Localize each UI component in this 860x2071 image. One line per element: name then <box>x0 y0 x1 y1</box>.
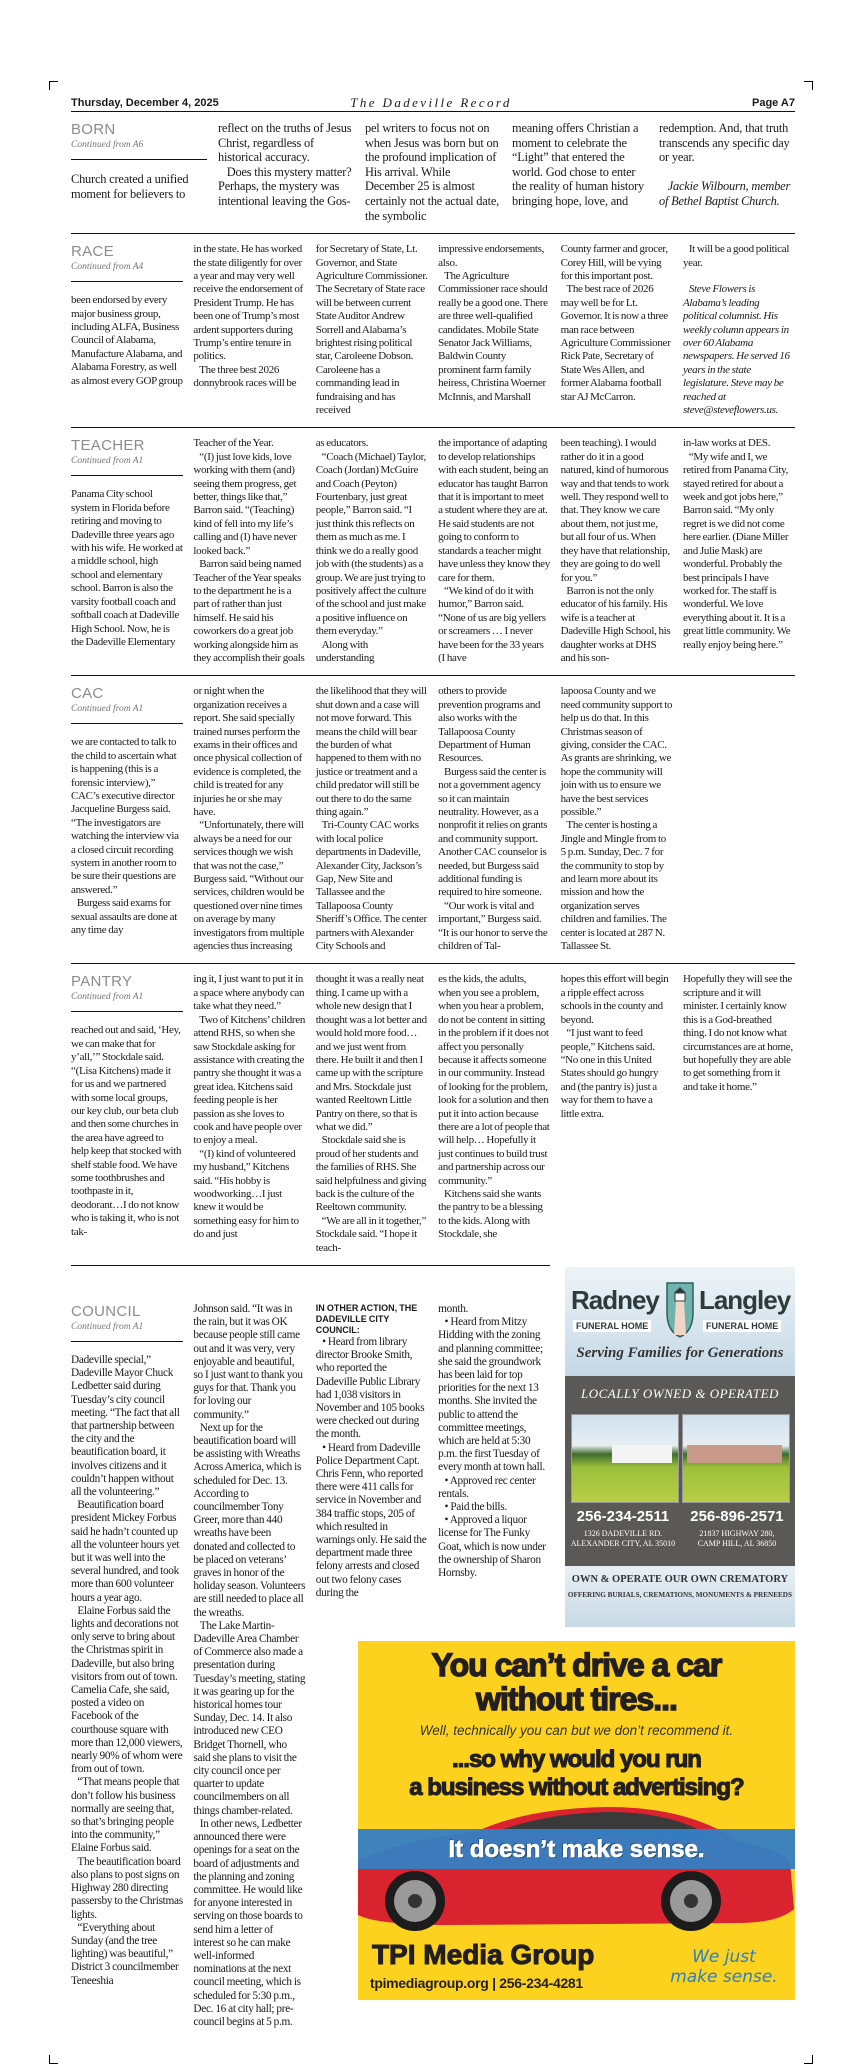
slogan-line: make sense. <box>670 1967 778 1988</box>
article-column: lapoosa County and we need community support to help us do that. In this Christmas season of giving, consider the CAC. As grants are shrinking, we hope the community will join with us to ensure we have the best services possible.” The center is hosting a Jingle and Mingle from to 5 p.m. Sunday, Dec. 7 for the community to stop by and learn more about its mission and how the organization serves children and families. The center is located at 287 N. Tallassee St. <box>560 685 673 953</box>
continued-from: Continued from A6 <box>71 140 144 150</box>
article-column <box>659 121 795 209</box>
funeral-home-ad[interactable] <box>565 1267 795 1627</box>
lighthouse-shield-icon <box>665 1279 695 1339</box>
brand-radney: Radney <box>570 1285 659 1315</box>
article-column: been teaching). I would rather do it in a good natured, kind of humorous way and that tends to work well. They respond well to that. They know we care about them, not just me, but all four of us. When they have that relationship, they are going to do well for you.” Barron is not the only educator of his family. His wife is a teacher at Dadeville High School, his daughter works at DHS and his son- <box>560 437 671 664</box>
crop-mark-bottom-left <box>49 2055 58 2064</box>
ad-question: ...so why would you run <box>451 1746 701 1774</box>
continued-from: Continued from A1 <box>71 704 144 715</box>
article-column: pel writers to focus not on when Jesus was born but on the profound implication of His arrival. While December 25 is almost certainly not the actual date, the symbolic <box>365 121 502 223</box>
article-column: impressive endorsements, also. The Agriculture Commissioner race should really be a good one. There are three well-qualified candidates. Mobile State Senator Jack Williams, Baldwin County prominent farm family heiress, Christina Woerner McInnis, and Marshall <box>438 243 548 403</box>
article-column: Johnson said. “It was in the rain, but it was OK because people still came out and it was very, very enjoyable and beautiful, so I just want to thank you guys for that. Thank you for loving our community.” Next up for the beautification board will be assisting with Wreaths Across America, which is scheduled for Dec. 13. According to councilmember Tony Greer, more than 440 wreaths have been donated and collected to be placed on veterans’ graves in honor of the holiday season. Volunteers are still needed to place all the wreaths. The Lake Martin-Dadeville Area Chamber of Commerce also made a presentation during Tuesday’s meeting, stating it was gearing up for the historical homes tour Sunday, Dec. 14. It also introduced new CEO Bridget Thornell, who said she plans to visit the city council once per quarter to update councilmembers on all things chamber-related. In other news, Ledbetter announced there were openings for a seat on the board of adjustments and the planning and zoning committee. He would like for anyone interested in serving on those boards to send him a letter of interest so he can make well-informed nominations at the next council meeting, which is scheduled for 5:30 p.m., Dec. 16 at city hall; pre-council begins at 5 p.m. <box>193 1302 306 2028</box>
band-text: It doesn’t make sense. <box>448 1836 705 1864</box>
article-text: • Heard from library director Brooke Smith, who reported the Dadeville Public Library had 1,038 visitors in November and 105 books were checked out during the month. • Heard from Dadeville Police Department Capt. Chris Fenn, who reported there were 411 calls for service in November and 384 traffic stops, 205 of which resulted in warnings only. He said the department made three felony arrests and closed out two felony cases during the <box>315 1335 427 1599</box>
author-bio: Steve Flowers is Alabama’s leading political columnist. His weekly column appears in over 60 Alabama newspapers. He served 16 years in the state legislature. Steve may be reached at steve@steveflowers.us. <box>682 283 792 417</box>
ad-subline: Well, technically you can but we don’t recommend it. <box>419 1723 734 1739</box>
article-born <box>71 112 795 234</box>
article-column: month. • Heard from Mitzy Hidding with the zoning and planning committee; she said the groundwork has been laid for top priorities for the next 13 months. She invited the public to attend the committee meetings, which are held at 5:30 p.m. the first Tuesday of every month at town hall. • Approved rec center rentals. • Paid the bills. • Approved a liquor license for The Funky Goat, which is now under the ownership of Sharon Hornsby. <box>438 1302 546 1580</box>
article-column: or night when the organization receives a report. She said specially trained nurses perform the exams in their offices and once physical collection of evidence is completed, the child is treated for any injuries he or she may have. “Unfortunately, there will always be a need for our services though we wish that was not the case,” Burgess said. “Without our services, children would be questioned over nine times on average by many investigators from multiple agencies thus increasing <box>193 685 305 953</box>
ad-headline: You can’t drive a car <box>431 1647 722 1684</box>
section-label: COUNCIL <box>71 1302 141 1320</box>
services-text: OFFERING BURIALS, CREMATIONS, MONUMENTS & PRENEEDS <box>567 1591 792 1599</box>
page-number: Page A7 <box>751 97 795 109</box>
tpi-contact-link[interactable]: tpimediagroup.org | 256-234-4281 <box>369 1975 583 1992</box>
article-cac <box>71 676 795 964</box>
article-column: for Secretary of State, Lt. Governor, and State Agriculture Commissioner. The Secretary of State race will be between current State Auditor Andrew Sorrell and Alabama’s brightest rising political star, Caroleene Dobson. Caroleene has a commanding lead in fundraising and has received <box>315 243 430 417</box>
author-bio: Jackie Wilbourn, member of Bethel Baptist Church. <box>659 179 793 208</box>
crop-mark-bottom-right <box>804 2055 813 2064</box>
building-photo <box>682 1414 790 1503</box>
article-column: Church created a unified moment for believers to <box>71 172 192 201</box>
article-column <box>683 243 795 417</box>
article-column <box>316 1293 428 1600</box>
address: 1326 DADEVILLE RD. ALEXANDER CITY, AL 35010 <box>570 1529 676 1548</box>
article-teacher <box>71 428 795 676</box>
section-label: BORN <box>71 121 116 138</box>
article-column: others to provide prevention programs and also works with the Tallapoosa County Department of Human Resources. Burgess said the center is not a government agency so it can maintain neutrality. However, as a nonprofit it relies on grants and community support. Another CAC counselor is needed, but Burgess said additional funding is required to hire someone. “Our work is vital and important,” Burgess said. “It is our honor to serve the children of Tal- <box>438 685 548 953</box>
funeral-home-label: FUNERAL HOME <box>703 1320 781 1332</box>
ad-question: a business without advertising? <box>409 1774 744 1802</box>
tpi-media-ad[interactable] <box>358 1641 795 2000</box>
phone-number: 256-896-2571 <box>690 1508 784 1525</box>
continued-from: Continued from A4 <box>71 262 144 273</box>
label-column <box>71 685 183 937</box>
section-label-block <box>71 973 183 1012</box>
article-column: the likelihood that they will shut down and a case will not move forward. This means the child will bear the burden of what happened to them with no justice or treatment and a child predator will still be out there to do the same thing again.” Tri-County CAC works with local police departments in Dadeville, Alexander City, Jackson’s Gap, New Site and Tallassee and the Tallapoosa County Sheriff’s Office. The center partners with Alexander City Schools and <box>315 685 427 953</box>
section-label-block <box>71 1303 183 1342</box>
article-column: Dadeville special,” Dadeville Mayor Chuck Ledbetter said during Tuesday’s city council meeting. “The fact that all that partnership between the city and the beautification board, it involves citizens and it couldn’t happen without all the volunteering.” Beautification board president Mickey Forbus said he hadn’t counted up all the volunteer hours yet but it was well into the several hundred, and took more than 600 volunteer hours a year ago. Elaine Forbus said the lights and decorations not only serve to bring about the Christmas spirit in Dadeville, but also bring visitors from out of town. Camelia Cafe, she said, posted a video on Facebook of the courthouse square with more than 12,000 viewers, nearly 90% of whom were from out of town. “That means people that don’t follow his business normally are seeing that, so that’s bringing people into the community,” Elaine Forbus said. The beautification board also plans to post signs on Highway 280 directing passersby to the Christmas lights. “Everything about Sunday (and the tree lighting) was beautiful,” District 3 councilmember Teneeshia <box>71 1353 183 1987</box>
article-column: hopes this effort will begin a ripple effect across schools in the county and beyond. “I just want to feed people,” Kitchens said. “No one in this United States should go hungry and (the pantry is) just a way for them to have a little extra. <box>560 973 669 1120</box>
page-header <box>71 94 795 112</box>
section-label: PANTRY <box>71 973 133 991</box>
ad-header <box>565 1267 795 1376</box>
page-content <box>71 0 795 2071</box>
article-column: the importance of adapting to develop relationships with each student, being an educator has taught Barron that it is important to meet a student where they are at. He said students are not going to conform to standards a teacher might have unless they know they care for them. “We kind of do it with humor,” Barron said. “None of us are big yellers or screamers … I never have been for the 33 years (I have <box>438 437 550 664</box>
phone-number: 256-234-2511 <box>576 1508 670 1525</box>
crematory-text: OWN & OPERATE OUR OWN CREMATORY <box>571 1574 789 1585</box>
article-column: as educators. “Coach (Michael) Taylor, Coach (Jordan) McGuire and Coach (Peyton) Fourtenbary, just great people,” Barron said. “I just think this reflects on them as much as me. I think we do a really good job with (the students) as a group. We are just trying to positively affect the culture of the school and just make a positive influence on them everyday.” Along with understanding <box>315 437 427 664</box>
section-label: TEACHER <box>71 437 145 455</box>
slogan-band <box>358 1829 795 1869</box>
locations-panel <box>565 1376 795 1566</box>
article-column: in-law works at DES. “My wife and I, we retired from Panama City, stayed retired for about a week and got jobs here,” Barron said. “My only regret is we did not come here earlier. (Diane Miller and Julie Mask) are wonderful. Probably the best principals I have worked for. The staff is wonderful. We love everything about it. It is a great little community. We really enjoy being here.” <box>682 437 791 651</box>
section-label-block <box>71 243 183 282</box>
tpi-logo: TPI Media Group <box>371 1939 595 1971</box>
page-footer <box>71 2041 795 2071</box>
article-column: we are contacted to talk to the child to ascertain what is happening (this is a forensic interview),” CAC’s executive director Jacqueline Burgess said. “The investigators are watching the interview via a closed circuit recording system in another room to be sure their questions are answered.” Burgess said exams for sexual assaults are done at any time day <box>71 736 179 937</box>
article-pantry <box>71 973 183 1239</box>
building-photo <box>571 1414 679 1503</box>
section-label-block <box>71 685 183 724</box>
section-label-block <box>71 121 207 160</box>
article-column: in the state. He has worked the state diligently for over a year and may very well receive the endorsement of President Trump. He has been one of Trump’s most ardent supporters during Trump’s entire tenure in politics. The three best 2026 donnybrook races will be <box>193 243 303 390</box>
ad-tagline: Serving Families for Generations <box>576 1345 784 1361</box>
continued-from: Continued from A1 <box>71 992 144 1003</box>
ad-footer <box>565 1566 795 1627</box>
article-column: ing it, I just want to put it in a space where anybody can take what they need.” Two of Kitchens’ children attend RHS, so when she saw Stockdale asking for assistance with creating the pantry she thought it was a great idea. Kitchens said feeding people is her passion as she loves to cook and have people over to enjoy a meal. “(I) kind of volunteered my husband,” Kitchens said. “His hobby is woodworking…I just knew it would be something easy for him to do and just <box>193 973 306 1241</box>
article-column: reflect on the truths of Jesus Christ, regardless of historical accuracy. Does this mystery matter? Perhaps, the mystery was intentional leaving the Gos- <box>218 121 352 208</box>
article-column: Panama City school system in Florida before retiring and moving to Dadeville three years ago with his wife. He worked at a middle school, high school and elementary school. Barron is also the varsity football coach and softball coach at Dadeville High School. Now, he is the Dadeville Elementary <box>71 488 185 648</box>
newspaper-name: The Dadeville Record <box>350 95 512 110</box>
section-label: CAC <box>71 685 104 703</box>
article-council <box>71 1293 183 1988</box>
label-column <box>71 243 183 388</box>
article-text: redemption. And, that truth transcends any specific day or year. <box>659 121 793 165</box>
ad-headline: without tires... <box>476 1681 677 1718</box>
article-column: Teacher of the Year. “(I) just love kids, love working with them (and) seeing them progress, get better, things like that,” Barron said. “(Teaching) kind of fell into my life’s calling and (I) have never looked back.” Barron said being named Teacher of the Year speaks to the department he is a part of rather than just himself. He said his coworkers do a great job working alongside him as they accomplish their goals <box>193 437 305 664</box>
lower-section <box>71 964 795 2029</box>
label-column <box>71 121 207 201</box>
article-column: County farmer and grocer, Corey Hill, will be vying for this important post. The best race of 2026 may well be for Lt. Governor. It is now a three man race between Agriculture Commissioner Rick Pate, Secretary of State Wes Allen, and former Alabama football star AJ McCarron. <box>560 243 671 403</box>
section-label-block <box>71 437 183 476</box>
label-column <box>71 437 183 649</box>
article-text: It will be a good political year. <box>682 243 792 269</box>
crop-mark-top-right <box>804 81 813 90</box>
article-column: thought it was a really neat thing. I came up with a whole new design that I thought was a lot better and would hold more food… and we just went from there. He built it and then I came up with the scripture and Mrs. Stockdale just wanted Reeltown Little Pantry on there, so that is what we did.” Stockdale said she is proud of her students and the families of RHS. She said helpfulness and giving back is the culture of the Reeltown community. “We are all in it together,” Stockdale said. “I hope it teach- <box>315 973 427 1254</box>
issue-date: Thursday, December 4, 2025 <box>71 97 219 109</box>
handwritten-slogan <box>658 1947 790 1987</box>
article-race <box>71 234 795 428</box>
article-column: meaning offers Christian a moment to celebrate the “Light” that entered the world. God chose to enter the reality of human history bringing hope, love, and <box>512 121 647 208</box>
funeral-home-label: FUNERAL HOME <box>573 1320 651 1332</box>
crop-mark-top-left <box>49 81 58 90</box>
locally-owned-heading: LOCALLY OWNED & OPERATED <box>580 1386 779 1401</box>
continued-from: Continued from A1 <box>71 456 144 467</box>
article-column: reached out and said, ‘Hey, we can make that for y’all,’” Stockdale said. “(Lisa Kitchens) made it for us and we partnered with some local groups, our key club, our beta club and then some churches in the area have agreed to help keep that stocked with shelf stable food. We have some toothbrushes and toothpaste in it, deodorant…I do not know who is taking it, who is not tak- <box>71 1024 184 1238</box>
red-car-image <box>358 1805 795 1937</box>
article-column: been endorsed by every major business group, including ALFA, Business Council of Alabama, Manufacture Alabama, and Alabama Forestry, as well as almost every GOP group <box>71 294 184 387</box>
continued-from: Continued from A1 <box>71 1321 144 1332</box>
section-rule <box>71 1265 550 1266</box>
address: 21837 HIGHWAY 280, CAMP HILL, AL 36850 <box>697 1529 777 1548</box>
brand-langley: Langley <box>698 1285 791 1315</box>
slogan-line: We just <box>692 1947 756 1968</box>
article-column: es the kids, the adults, when you see a problem, when you hear a problem, do not be content in sitting in the problem if it does not affect you personally because it affects someone in our community. Instead of looking for the problem, look for a solution and then put it into action because there are a lot of people that will help… Hopefully it just continues to build trust and partnership across our community.” Kitchens said she wants the pantry to be a blessing to the kids. Along with Stockdale, she <box>438 973 550 1241</box>
council-subhead: IN OTHER ACTION, THE DADEVILLE CITY COUNCIL: <box>315 1302 418 1335</box>
section-label: RACE <box>71 243 114 261</box>
article-column: Hopefully they will see the scripture and it will minister. I certainly know this is a God-breathed thing. I do not know what circumstances are at home, but hopefully they are able to get something from it and take it home.” <box>682 973 795 1093</box>
